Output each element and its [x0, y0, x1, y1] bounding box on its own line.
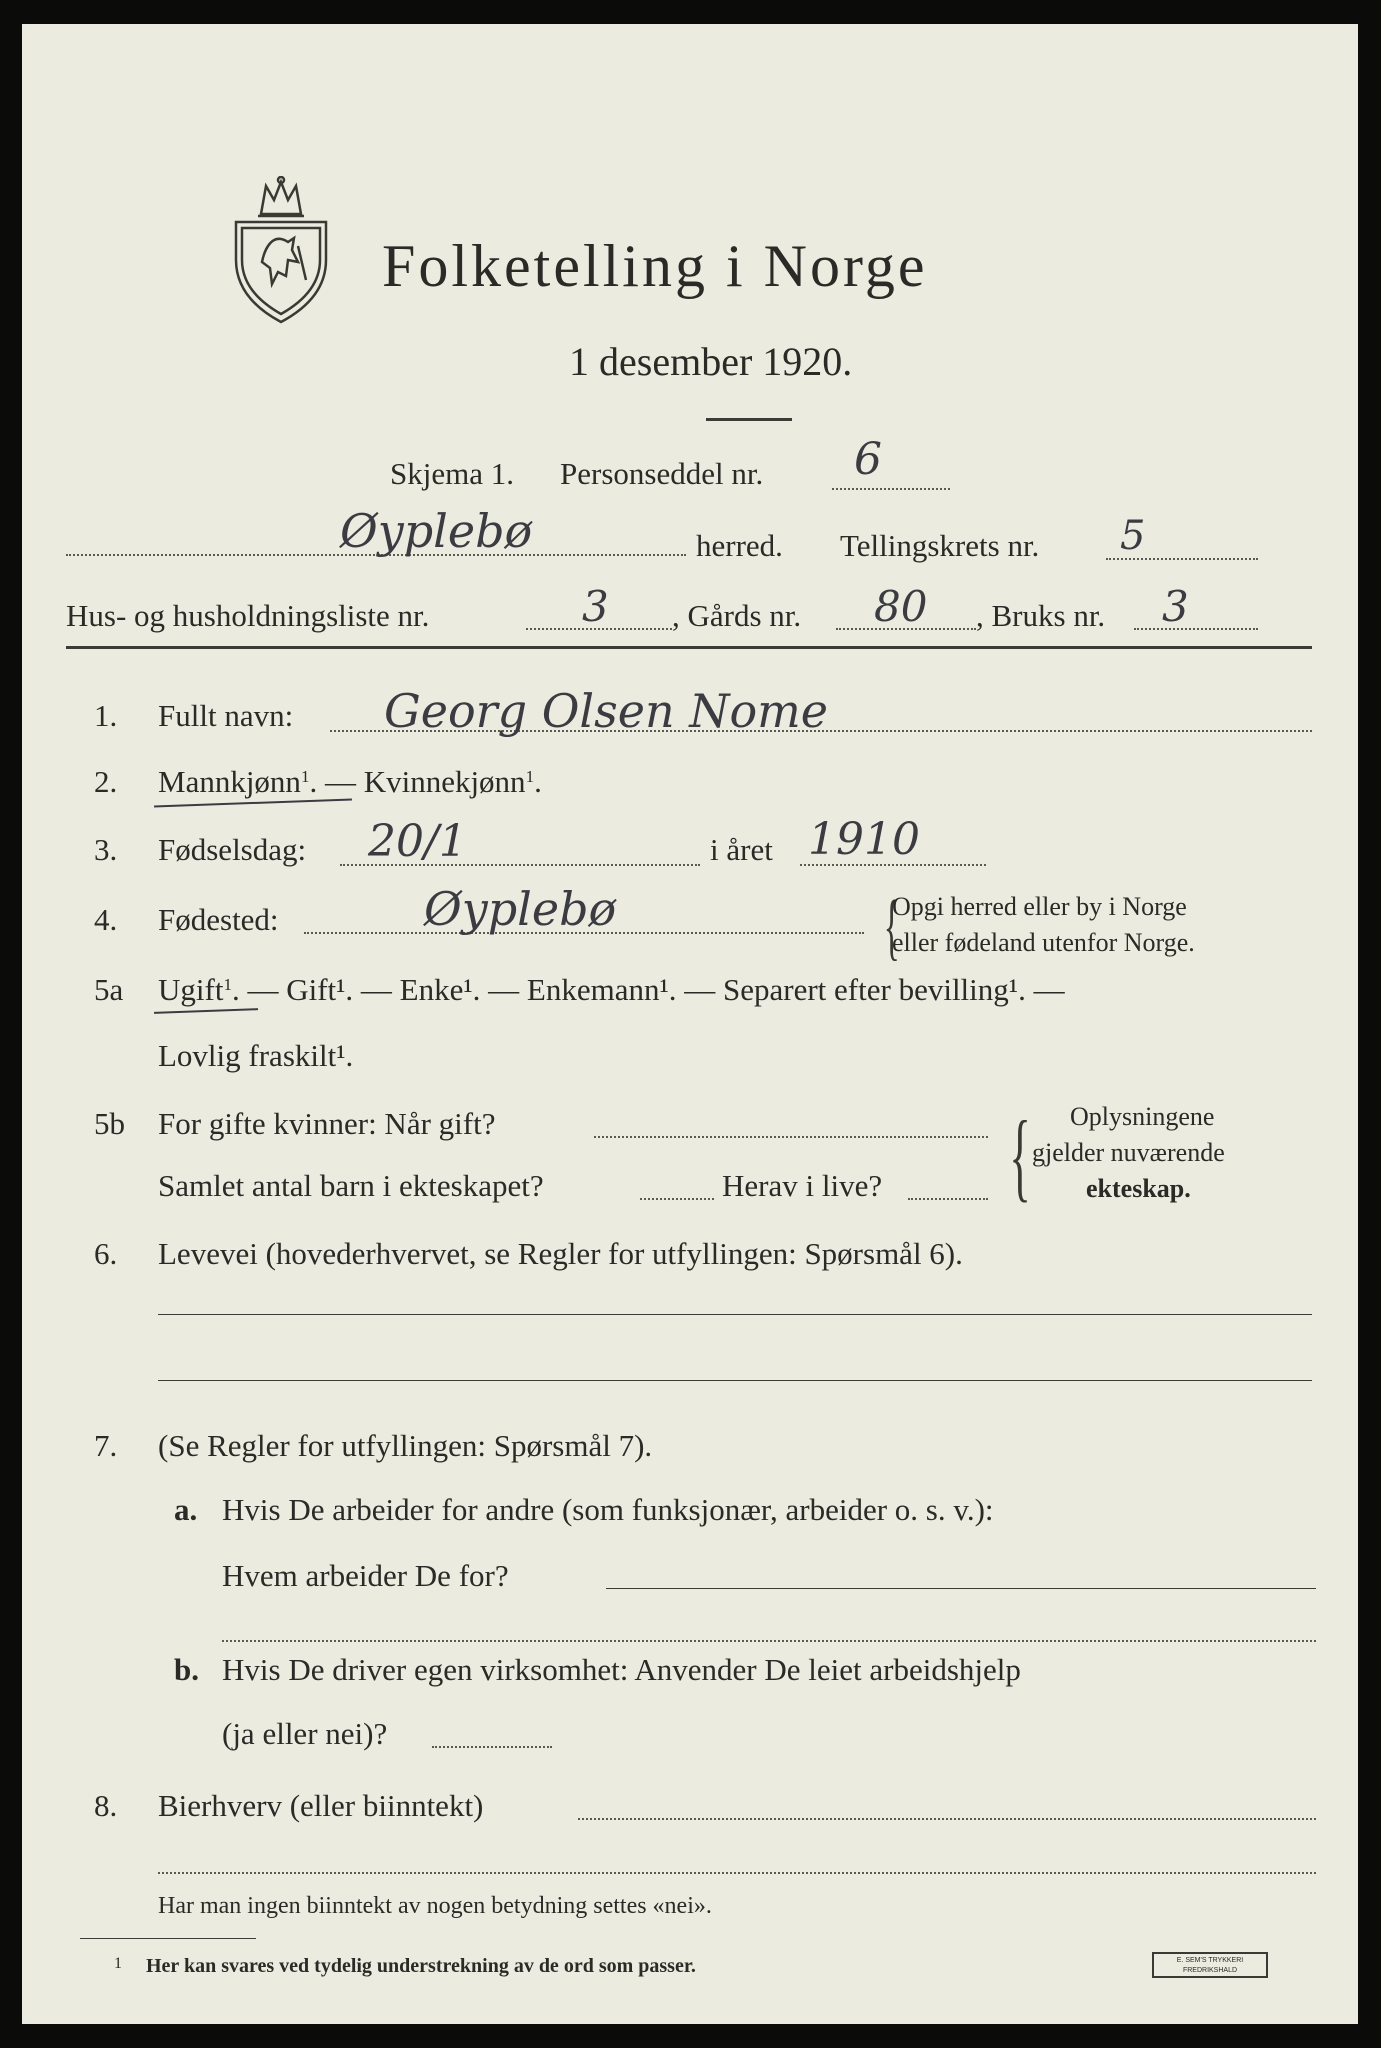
norwegian-coat-of-arms-icon — [228, 176, 334, 326]
q6-label: Levevei (hovederhvervet, se Regler for utfyllingen: Spørsmål 6). — [158, 1236, 963, 1271]
q5a-options: Ugift$^1$. — Gift¹. — Enke¹. — Enkemann¹. — Separert efter bevilling¹. — — [158, 972, 1065, 1007]
gards-label: , Gårds nr. — [672, 598, 802, 633]
q2-option-male: Mannkjønn — [158, 764, 301, 799]
q5b-alive-label: Herav i live? — [722, 1168, 883, 1203]
q5a-option-ugift: Ugift — [158, 972, 224, 1007]
census-form — [22, 24, 1358, 2024]
bruks-value: 3 — [1162, 582, 1189, 631]
q6-number: 6. — [94, 1236, 118, 1271]
q5b-alive-line — [908, 1198, 988, 1200]
q5b-number: 5b — [94, 1106, 125, 1141]
q7-number: 7. — [94, 1428, 118, 1463]
q7b-line1: Hvis De driver egen virksomhet: Anvender De leiet arbeidshjelp — [222, 1652, 1021, 1687]
herred-label: herred. — [696, 528, 783, 563]
q4-number: 4. — [94, 902, 118, 937]
title-divider — [706, 418, 792, 421]
q5a-other-options: . — Gift¹. — Enke¹. — Enkemann¹. — Separert efter bevilling¹. — — [231, 972, 1065, 1007]
q6-answer-line-2 — [158, 1380, 1312, 1381]
q4-note-brace: { — [883, 886, 900, 968]
q7b-line2: (ja eller nei)? — [222, 1716, 388, 1751]
q5b-note-line1: Oplysningene — [1070, 1102, 1215, 1131]
q8-label: Bierhverv (eller biinntekt) — [158, 1788, 484, 1823]
q5b-children-line — [640, 1198, 714, 1200]
q7a-line2: Hvem arbeider De for? — [222, 1558, 509, 1593]
q1-number: 1. — [94, 698, 118, 733]
q5a-line2: Lovlig fraskilt¹. — [158, 1038, 354, 1073]
q5b-married-line — [594, 1136, 988, 1138]
footnote-text: Her kan svares ved tydelig understrekning av de ord som passer. — [146, 1955, 696, 1977]
q5b-note-line2: gjelder nuværende — [1032, 1138, 1225, 1167]
q4-label: Fødested: — [158, 902, 279, 937]
q1-full-name: Georg Olsen Nome — [384, 684, 829, 738]
bruks-line — [1134, 628, 1258, 630]
skjema-label: Skjema 1. — [390, 456, 514, 491]
personseddel-label: Personseddel nr. — [560, 456, 764, 491]
q8-answer-line — [578, 1818, 1316, 1820]
q4-note-line2: eller fødeland utenfor Norge. — [892, 928, 1195, 957]
q6-answer-line-1 — [158, 1314, 1312, 1315]
q3-year-label: i året — [710, 832, 773, 867]
personseddel-value: 6 — [854, 434, 882, 485]
q5b-note-brace: { — [1009, 1100, 1031, 1211]
q5a-ugift-underline — [154, 1008, 258, 1014]
q7a-employer-line — [606, 1588, 1316, 1589]
husliste-label: Hus- og husholdningsliste nr. — [66, 598, 430, 633]
q3-birth-date: 20/1 — [368, 816, 467, 867]
q8-extra-line — [158, 1872, 1316, 1874]
q7b-answer-line — [432, 1746, 552, 1748]
gards-value: 80 — [874, 582, 928, 631]
bruks-label: , Bruks nr. — [976, 598, 1106, 633]
q5b-children-label: Samlet antal barn i ekteskapet? — [158, 1168, 544, 1203]
q5a-number: 5a — [94, 972, 124, 1007]
form-title: Folketelling i Norge — [382, 233, 928, 299]
census-date: 1 desember 1920. — [569, 339, 853, 384]
q7a-extra-line — [222, 1640, 1316, 1642]
q2-male-underline — [154, 799, 352, 808]
footnote-mark: 1 — [114, 1955, 122, 1972]
q4-note-line1: Opgi herred eller by i Norge — [892, 892, 1187, 921]
personseddel-line — [832, 488, 950, 490]
q3-birth-year: 1910 — [808, 814, 920, 865]
q8-number: 8. — [94, 1788, 118, 1823]
husliste-value: 3 — [582, 582, 609, 631]
footnote-divider — [80, 1938, 256, 1939]
q2-separator: . — — [309, 764, 364, 799]
q2-number: 2. — [94, 764, 118, 799]
q7a-line1: Hvis De arbeider for andre (som funksjonær, arbeider o. s. v.): — [222, 1492, 994, 1527]
q2-option-female: Kvinnekjønn — [363, 764, 526, 799]
q3-label: Fødselsdag: — [158, 832, 307, 867]
q5b-label: For gifte kvinner: Når gift? — [158, 1106, 496, 1141]
q5b-note-line3: ekteskap. — [1086, 1174, 1191, 1203]
printer-stamp: E. SEM'S TRYKKERI FREDRIKSHALD — [1152, 1952, 1268, 1978]
header-divider — [66, 646, 1312, 649]
q7-label: (Se Regler for utfyllingen: Spørsmål 7). — [158, 1428, 653, 1463]
q7a-letter: a. — [174, 1492, 198, 1527]
q2-options: Mannkjønn$^1$. — Kvinnekjønn$^1$. — [158, 764, 542, 799]
tellingskrets-label: Tellingskrets nr. — [840, 528, 1040, 563]
q3-number: 3. — [94, 832, 118, 867]
tellingskrets-value: 5 — [1120, 513, 1146, 559]
herred-value: Øyplebø — [340, 504, 533, 558]
q4-birthplace: Øyplebø — [424, 882, 617, 936]
q1-label: Fullt navn: — [158, 698, 294, 733]
q7b-letter: b. — [174, 1652, 199, 1687]
footer-note: Har man ingen biinntekt av nogen betydning settes «nei». — [158, 1893, 712, 1919]
